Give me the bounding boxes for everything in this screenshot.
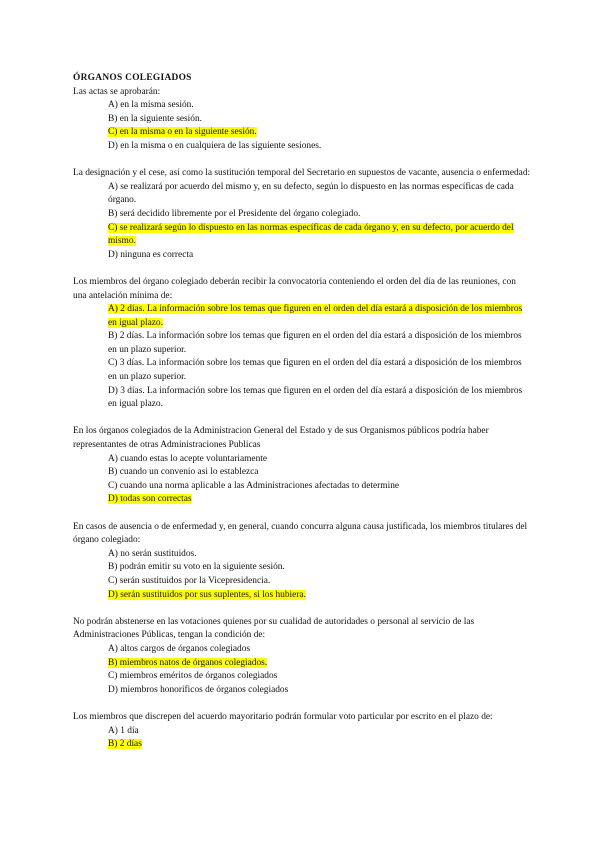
option-text: D) en la misma o en cualquiera de las siguiente sesiones. [108, 140, 322, 151]
question [73, 425, 531, 507]
option-text: D) todas son correctas [108, 494, 192, 505]
answer-option-correct [108, 493, 528, 507]
question [73, 711, 531, 752]
question [73, 616, 531, 698]
question-stem: Los miembros del órgano colegiado deberán recibir la convocatoria conteniendo el orden del día de las reuniones, con una antelación mínima de: [73, 276, 516, 301]
option-text: D) miembros honoríficos de órganos colegiados [108, 684, 289, 695]
answer-option [108, 453, 528, 467]
question-stem: La designación y el cese, así como la sustitución temporal del Secretario en supuestos de vacante, ausencia o enfermedad: [73, 168, 531, 179]
answer-option-correct [108, 657, 528, 671]
option-text: A) cuando estas lo acepte voluntariamente [108, 453, 268, 464]
option-text: A) 1 día [108, 725, 139, 736]
option-text: C) miembros eméritos de órganos colegiados [108, 671, 278, 682]
option-text: D) ninguna es correcta [108, 249, 194, 260]
option-text: D) serán sustituidos por sus suplentes, si los hubiera. [108, 589, 306, 600]
answer-option-correct [108, 126, 528, 140]
answer-option [108, 113, 528, 127]
option-text: A) se realizará por acuerdo del mismo y, en su defecto, según lo dispuesto en las normas específicas de cada órgano. [108, 181, 514, 206]
question-stem: Los miembros que discrepen del acuerdo mayoritario podrán formular voto particular por escrito en el plazo de: [73, 711, 493, 722]
question-stem: En casos de ausencia o de enfermedad y, en general, cuando concurra alguna causa justificada, los miembros titulares del órgano colegiado: [73, 521, 528, 546]
option-text: C) cuando una norma aplicable a las Administraciones afectadas to determine [108, 480, 400, 491]
question [73, 86, 531, 154]
question [73, 167, 531, 262]
option-text: B) cuando un convenio asi lo establezca [108, 467, 259, 478]
question-stem: Las actas se aprobarán: [73, 86, 161, 97]
answer-option [108, 561, 528, 575]
answer-option-correct [108, 738, 528, 752]
answer-option-correct [108, 589, 528, 603]
answer-option [108, 99, 528, 113]
option-text: A) altos cargos de órganos colegiados [108, 643, 251, 654]
answer-option [108, 330, 528, 357]
document-title: ÓRGANOS COLEGIADOS [73, 73, 192, 83]
question-stem: No podrán abstenerse en las votaciones quienes por su cualidad de autoridades o personal al servicio de las Administraciones Públicas, tengan la condición de: [73, 616, 475, 641]
answer-option [108, 181, 528, 208]
answer-option [108, 249, 528, 263]
option-text: B) será decidido libremente por el Presidente del órgano colegiado. [108, 208, 361, 219]
question-list [73, 86, 531, 752]
option-text: A) en la misma sesión. [108, 100, 194, 111]
answer-option [108, 480, 528, 494]
option-text: C) en la misma o en la siguiente sesión. [108, 127, 257, 138]
option-text: A) no serán sustituidos. [108, 548, 197, 559]
question-stem: En los órganos colegiados de la Administracion General del Estado y de sus Organismos públicos podría haber representantes de otras Administraciones Publicas [73, 426, 489, 451]
answer-option [108, 670, 528, 684]
option-text: B) podrán emitir su voto en la siguiente sesión. [108, 562, 285, 573]
option-text: B) 2 días. La información sobre los temas que figuren en el orden del día estará a disposición de los miembros en un plazo superior. [108, 331, 522, 355]
question [73, 276, 531, 412]
document-page [73, 72, 531, 765]
option-text: C) 3 días. La información sobre los temas que figuren en el orden del día estará a disposición de los miembros en un plazo superior. [108, 358, 522, 383]
answer-option [108, 548, 528, 562]
answer-option [108, 357, 528, 384]
answer-option [108, 140, 528, 154]
option-text: C) se realizará según lo dispuesto en las normas específicas de cada órgano y, en su defecto, por acuerdo del mismo. [108, 222, 514, 247]
question [73, 521, 531, 603]
option-text: B) miembros natos de órganos colegiados. [108, 657, 268, 668]
option-text: C) serán sustituidos por la Vicepresidencia. [108, 575, 271, 586]
option-text: D) 3 días. La información sobre los temas que figuren en el orden del día estará a disposición de los miembros en igual plazo. [108, 385, 523, 410]
answer-option [108, 684, 528, 698]
answer-option-correct [108, 222, 528, 249]
option-text: B) 2 días [108, 739, 142, 750]
option-text: B) en la siguiente sesión. [108, 113, 202, 124]
answer-option [108, 466, 528, 480]
answer-option [108, 575, 528, 589]
answer-option [108, 385, 528, 412]
answer-option-correct [108, 303, 528, 330]
answer-option [108, 643, 528, 657]
answer-option [108, 725, 528, 739]
answer-option [108, 208, 528, 222]
option-text: A) 2 días. La información sobre los temas que figuren en el orden del día estará a disposición de los miembros en igual plazo. [108, 304, 523, 328]
